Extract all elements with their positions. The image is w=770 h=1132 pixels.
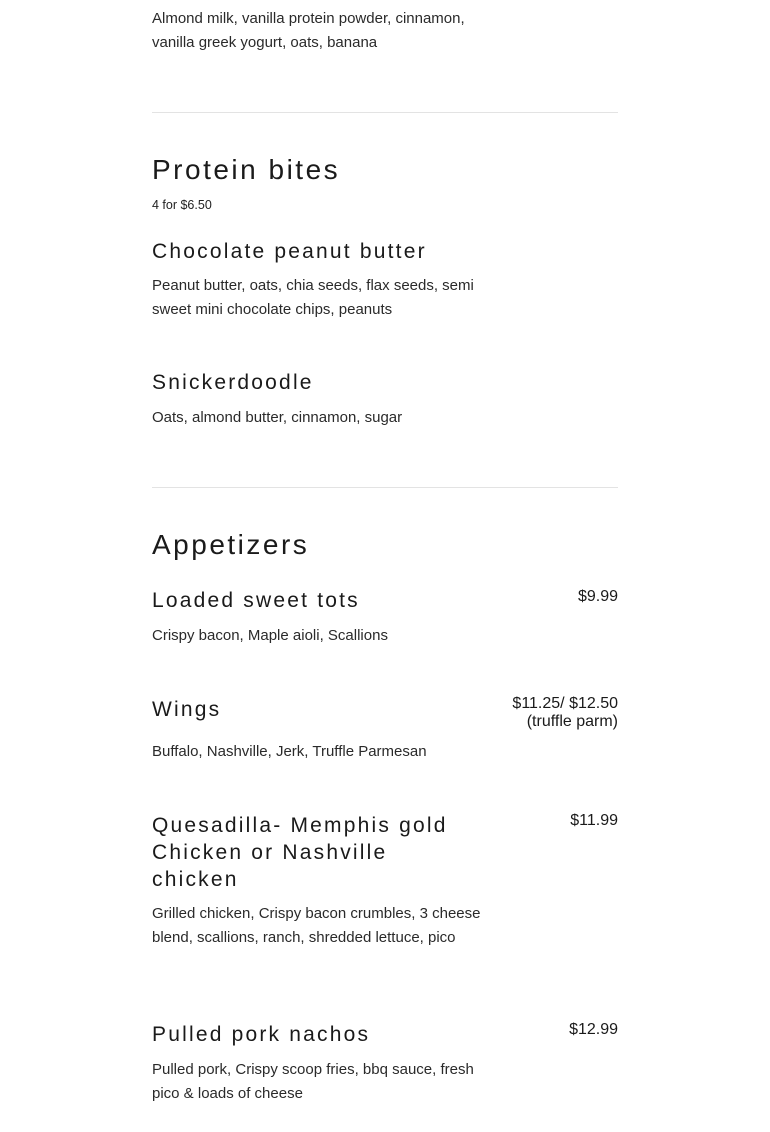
item-description-pulled-pork-nachos: Pulled pork, Crispy scoop fries, bbq sauce, fresh pico & loads of cheese	[152, 1061, 474, 1102]
section-title-appetizers: Appetizers	[152, 529, 310, 560]
item-name-quesadilla: Quesadilla- Memphis gold Chicken or Nashville chicken	[152, 814, 448, 891]
item-name-pulled-pork-nachos: Pulled pork nachos	[152, 1023, 371, 1046]
section-title-protein-bites: Protein bites	[152, 154, 341, 185]
item-price-loaded-sweet-tots: $9.99	[577, 588, 618, 605]
item-name-loaded-sweet-tots: Loaded sweet tots	[152, 589, 360, 612]
item-price-quesadilla: $11.99	[570, 812, 618, 829]
item-name-wings: Wings	[152, 698, 222, 721]
menu-item-pulled-pork-nachos	[152, 1021, 618, 1048]
menu-item-loaded-sweet-tots	[152, 587, 618, 614]
item-name-snickerdoodle: Snickerdoodle	[152, 371, 314, 394]
item-description-loaded-sweet-tots: Crispy bacon, Maple aioli, Scallions	[152, 627, 388, 644]
item-price-pulled-pork-nachos: $12.99	[569, 1021, 618, 1038]
item-description-wings: Buffalo, Nashville, Jerk, Truffle Parmesan	[152, 743, 427, 760]
item-description-quesadilla: Grilled chicken, Crispy bacon crumbles, 3 cheese blend, scallions, ranch, shredded lettuce, pico	[152, 905, 481, 946]
item-description: Almond milk, vanilla protein powder, cinnamon, vanilla greek yogurt, oats, banana	[152, 10, 465, 51]
section-divider	[152, 112, 618, 113]
menu-item-wings	[152, 695, 618, 731]
item-description-snickerdoodle: Oats, almond butter, cinnamon, sugar	[152, 409, 403, 426]
item-price-wings-line1: $11.25/ $12.50	[512, 695, 618, 712]
menu-item-quesadilla	[152, 812, 618, 893]
section-subtitle-protein-bites: 4 for $6.50	[152, 198, 212, 212]
item-price-wings-line2: (truffle parm)	[526, 713, 618, 730]
item-price-wings	[512, 695, 618, 731]
section-divider	[152, 487, 618, 488]
item-name-chocolate-peanut-butter: Chocolate peanut butter	[152, 240, 427, 263]
item-description-chocolate-peanut-butter: Peanut butter, oats, chia seeds, flax seeds, semi sweet mini chocolate chips, peanuts	[152, 277, 474, 318]
